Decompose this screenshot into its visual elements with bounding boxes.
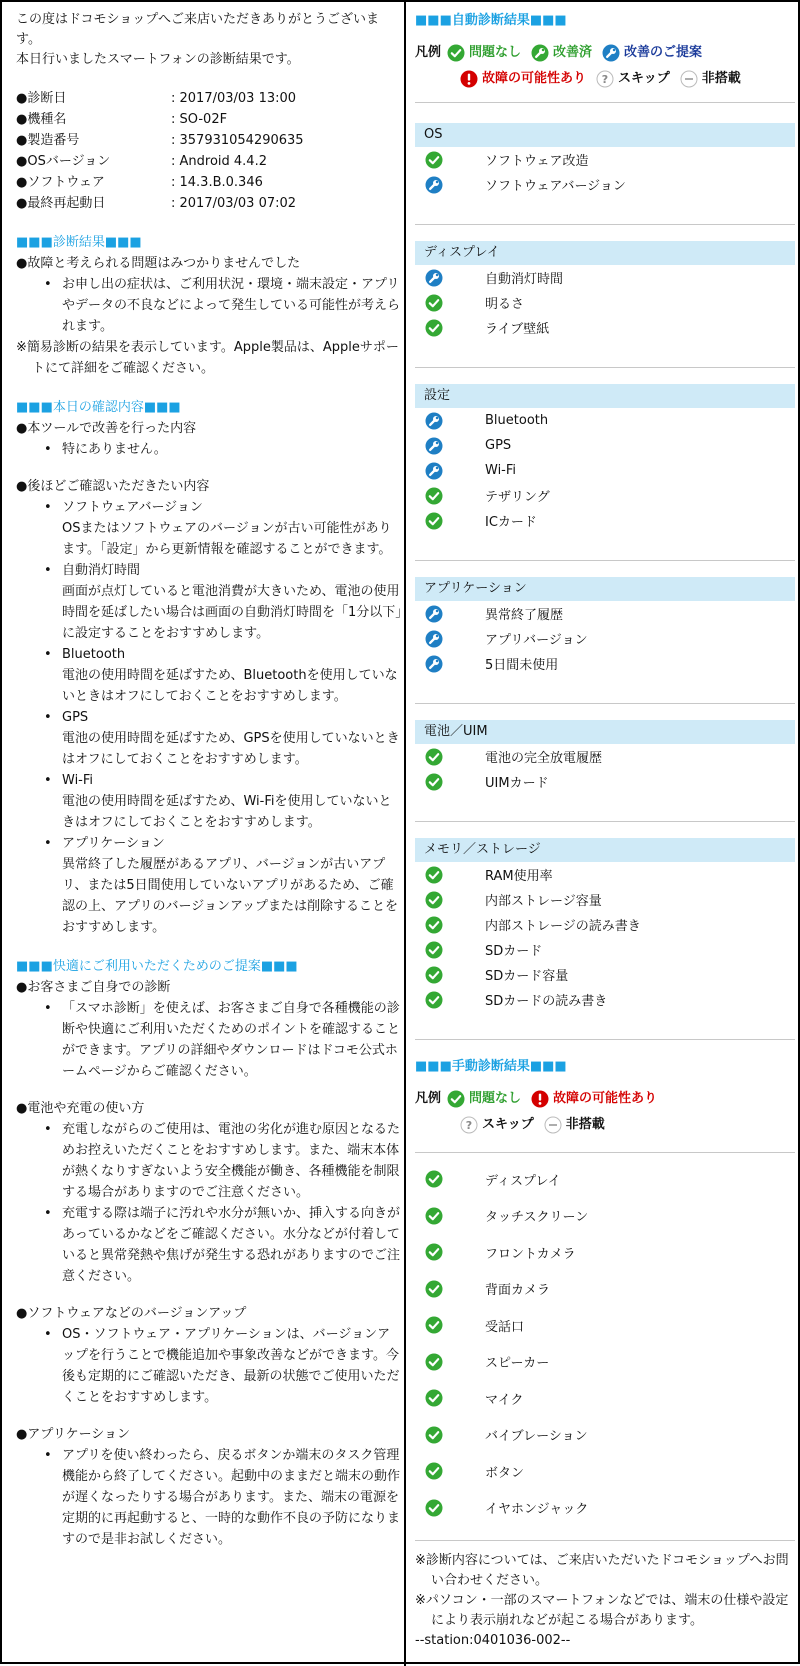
- manual-item-label: ボタン: [485, 1465, 525, 1481]
- check-circle-icon: [425, 1243, 443, 1261]
- wrench-green-icon: [531, 44, 549, 62]
- info-value: : 357931054290635: [171, 133, 304, 148]
- info-value: : 14.3.B.0.346: [171, 175, 263, 190]
- check-circle-icon: [425, 151, 443, 169]
- legend-skip-label: スキップ: [618, 71, 670, 86]
- legend-fixed: [531, 40, 592, 66]
- proposal-item: • アプリを使い終わったら、戻るボタンか端末のタスク管理機能から終了してください。起動中のままだと端末の動作が遅くなったりする場合があります。また、端末の電源を定期的に再起動すると、一時的な動作不良の予防になりますので是非お試しください。: [44, 1445, 402, 1550]
- manual-result-item: [415, 1417, 795, 1454]
- check-item-title: • GPS: [62, 710, 89, 725]
- divider-line: [415, 533, 795, 561]
- station-id: --station:0401036-002--: [415, 1633, 571, 1648]
- legend-fixed-label: 改善済: [553, 45, 593, 60]
- result-item: [415, 744, 795, 769]
- divider-line: [415, 794, 795, 822]
- minus-circle-icon: [680, 70, 698, 88]
- check-item-detail: 電池の使用時間を延ばすため、Bluetoothを使用していないときはオフにしておくことをおすすめします。: [62, 668, 398, 704]
- result-item-label: SDカードの読み書き: [485, 994, 608, 1009]
- proposal-heading: ●お客さまご自身での診断: [16, 980, 171, 995]
- check-circle-icon: [425, 866, 443, 884]
- check-circle-icon: [425, 1353, 443, 1371]
- info-row: [16, 130, 402, 151]
- category-header: OS: [415, 123, 795, 147]
- info-key: ●診断日: [16, 91, 67, 106]
- confirm-section-title: ■■■本日の確認内容■■■: [16, 400, 181, 415]
- minus-circle-icon: [544, 1116, 562, 1134]
- check-circle-icon: [447, 1090, 465, 1108]
- manual-result-item: [415, 1344, 795, 1381]
- result-item: [415, 290, 795, 315]
- manual-item-label: マイク: [485, 1392, 524, 1408]
- legend-error: [460, 66, 586, 92]
- divider-line: [415, 102, 795, 103]
- manual-legend: [415, 1086, 795, 1138]
- result-item: [415, 433, 795, 458]
- manual-result-item: [415, 1380, 795, 1417]
- legend-ok: [447, 1086, 521, 1112]
- wrench-blue-icon: [425, 462, 443, 480]
- manual-results: [415, 1161, 795, 1526]
- info-row: [16, 151, 402, 172]
- check-item-title: • Bluetooth: [62, 647, 126, 662]
- check-circle-icon: [425, 294, 443, 312]
- confirm-check-item: [44, 833, 402, 938]
- result-item-label: 明るさ: [485, 297, 525, 312]
- diag-section-title: ■■■診断結果■■■: [16, 235, 142, 250]
- intro-line-2: 本日行いましたスマートフォンの診断結果です。: [16, 52, 300, 67]
- manual-result-item: [415, 1271, 795, 1308]
- right-column: [415, 10, 795, 1660]
- check-circle-icon: [425, 487, 443, 505]
- proposal-list: [16, 977, 402, 1550]
- result-item-label: テザリング: [485, 490, 550, 505]
- confirm-check-item: [44, 770, 402, 833]
- result-item-label: UIMカード: [485, 776, 549, 791]
- check-circle-icon: [425, 1280, 443, 1298]
- legend-none-label: 非搭載: [701, 71, 741, 86]
- device-info: [16, 88, 402, 214]
- legend-ok: [447, 40, 521, 66]
- result-item-label: Wi-Fi: [485, 463, 517, 478]
- check-circle-icon: [425, 1462, 443, 1480]
- legend-suggest-label: 改善のご提案: [624, 45, 703, 60]
- result-category: [415, 838, 795, 1040]
- proposal-heading: ●ソフトウェアなどのバージョンアップ: [16, 1306, 247, 1321]
- result-item: [415, 458, 795, 483]
- check-item-title: • Wi-Fi: [62, 773, 94, 788]
- result-item-label: 内部ストレージ容量: [485, 894, 602, 909]
- check-circle-icon: [425, 748, 443, 766]
- confirm-check-item: [44, 560, 402, 644]
- legend-row: [415, 40, 795, 66]
- result-category: [415, 720, 795, 822]
- confirm-check-item: [44, 497, 402, 560]
- result-item-label: ソフトウェア改造: [485, 154, 589, 169]
- divider-line: [415, 1012, 795, 1040]
- manual-result-item: [415, 1307, 795, 1344]
- info-key: ●機種名: [16, 112, 67, 127]
- result-item-label: ICカード: [485, 515, 537, 530]
- exclamation-circle-icon: [460, 70, 478, 88]
- info-value: : 2017/03/03 07:02: [171, 196, 297, 211]
- category-header: メモリ／ストレージ: [415, 838, 795, 862]
- confirm-improved-item: • 特にありません。: [44, 439, 402, 460]
- legend-error-label: 故障の可能性あり: [482, 71, 587, 86]
- manual-item-label: 受話口: [485, 1319, 525, 1335]
- result-item: [415, 962, 795, 987]
- result-item-label: GPS: [485, 438, 512, 453]
- check-circle-icon: [425, 891, 443, 909]
- legend-none-label: 非搭載: [565, 1117, 605, 1132]
- wrench-blue-icon: [425, 437, 443, 455]
- divider-line: [415, 197, 795, 225]
- legend-ok-label: 問題なし: [469, 45, 522, 60]
- check-circle-icon: [425, 1170, 443, 1188]
- manual-item-label: イヤホンジャック: [485, 1502, 589, 1518]
- auto-legend: [415, 40, 795, 92]
- check-circle-icon: [425, 512, 443, 530]
- info-row: [16, 172, 402, 193]
- proposal-heading: ●アプリケーション: [16, 1427, 131, 1442]
- question-circle-icon: [460, 1116, 478, 1134]
- legend-ok-label: 問題なし: [469, 1091, 522, 1106]
- result-item: [415, 912, 795, 937]
- footer-note-1: ※診断内容については、ご来店いただいたドコモショップへお問い合わせください。: [415, 1553, 789, 1588]
- divider-line: [415, 340, 795, 368]
- check-circle-icon: [425, 773, 443, 791]
- legend-label: 凡例: [415, 1091, 442, 1106]
- wrench-blue-icon: [425, 176, 443, 194]
- result-item-label: ソフトウェアバージョン: [485, 179, 626, 194]
- proposal-item: • OS・ソフトウェア・アプリケーションは、バージョンアップを行うことで機能追加や事象改善などができます。今後も定期的にご確認いただき、最新の状態でご使用いただくことをおすすめします。: [44, 1324, 402, 1408]
- info-key: ●ソフトウェア: [16, 175, 105, 190]
- check-item-title: • アプリケーション: [62, 836, 165, 851]
- result-item: [415, 862, 795, 887]
- check-item-detail: 異常終了した履歴があるアプリ、バージョンが古いアプリ、または5日間使用していないアプリがあるため、ご確認の上、アプリのバージョンアップまたは削除することをおすすめします。: [62, 857, 399, 935]
- divider-line: [415, 1540, 795, 1541]
- result-item: [415, 147, 795, 172]
- check-item-title: • ソフトウェアバージョン: [62, 500, 203, 515]
- legend-row: [415, 1086, 795, 1112]
- result-item: [415, 887, 795, 912]
- legend-skip: [460, 1112, 534, 1138]
- check-circle-icon: [425, 1316, 443, 1334]
- result-item: [415, 315, 795, 340]
- legend-none: [544, 1112, 605, 1138]
- check-circle-icon: [425, 1389, 443, 1407]
- check-circle-icon: [425, 991, 443, 1009]
- legend-none: [680, 66, 741, 92]
- manual-result-item: [415, 1198, 795, 1235]
- result-item-label: 自動消灯時間: [485, 272, 564, 287]
- check-circle-icon: [447, 44, 465, 62]
- check-circle-icon: [425, 941, 443, 959]
- result-item-label: アプリバージョン: [485, 633, 588, 648]
- check-circle-icon: [425, 1499, 443, 1517]
- manual-item-label: ディスプレイ: [485, 1173, 561, 1189]
- divider-line: [415, 1152, 795, 1153]
- result-item: [415, 987, 795, 1012]
- result-item-label: SDカード: [485, 944, 543, 959]
- legend-skip: [596, 66, 670, 92]
- legend-suggest: [602, 40, 702, 66]
- confirm-check-list: [16, 497, 402, 938]
- proposal-section-title: ■■■快適にご利用いただくためのご提案■■■: [16, 959, 298, 974]
- result-item: [415, 408, 795, 433]
- info-row: [16, 193, 402, 214]
- info-value: : 2017/03/03 13:00: [171, 91, 297, 106]
- wrench-blue-icon: [425, 605, 443, 623]
- result-category: [415, 241, 795, 368]
- wrench-blue-icon: [425, 655, 443, 673]
- result-item-label: 内部ストレージの読み書き: [485, 919, 641, 934]
- column-divider: [404, 2, 406, 1666]
- left-column: [16, 10, 402, 1660]
- result-item-label: 異常終了履歴: [485, 608, 564, 623]
- info-key: ●製造番号: [16, 133, 80, 148]
- manual-item-label: スピーカー: [485, 1356, 550, 1372]
- result-item: [415, 265, 795, 290]
- result-category: [415, 123, 795, 225]
- category-header: 電池／UIM: [415, 720, 795, 744]
- category-header: 設定: [415, 384, 795, 408]
- category-header: アプリケーション: [415, 577, 795, 601]
- diag-note: ※簡易診断の結果を表示しています。Apple製品は、Appleサポートにて詳細をご確認ください。: [16, 340, 399, 376]
- check-item-detail: 画面が点灯していると電池消費が大きいため、電池の使用時間を延ばしたい場合は画面の自動消灯時間を「1分以下」に設定することをおすすめします。: [62, 584, 402, 641]
- category-header: ディスプレイ: [415, 241, 795, 265]
- legend-row: [415, 1112, 795, 1138]
- exclamation-circle-icon: [531, 1090, 549, 1108]
- manual-item-label: バイブレーション: [485, 1429, 588, 1445]
- check-item-title: • 自動消灯時間: [62, 563, 141, 578]
- result-item: [415, 937, 795, 962]
- result-item-label: ライブ壁紙: [485, 322, 550, 337]
- diag-detail: • お申し出の症状は、ご利用状況・環境・端末設定・アプリやデータの不良などによって発生している可能性が考えられます。: [44, 274, 402, 337]
- check-item-detail: 電池の使用時間を延ばすため、GPSを使用していないときはオフにしておくことをおすすめします。: [62, 731, 400, 767]
- confirm-check-item: [44, 707, 402, 770]
- result-category: [415, 577, 795, 704]
- auto-section-title: ■■■自動診断結果■■■: [415, 13, 567, 28]
- result-item: [415, 651, 795, 676]
- manual-item-label: 背面カメラ: [485, 1283, 551, 1299]
- proposal-item: • 充電しながらのご使用は、電池の劣化が進む原因となるためお控えいただくことをおすすめします。また、端末本体が熱くなりすぎないよう安全機能が働き、各種機能を制限する場合がありますのでご注意ください。: [44, 1119, 402, 1203]
- legend-skip-label: スキップ: [482, 1117, 534, 1132]
- auto-results: [415, 123, 795, 1040]
- divider-line: [415, 676, 795, 704]
- legend-error: [531, 1086, 657, 1112]
- footer: [415, 1551, 795, 1651]
- question-circle-icon: [596, 70, 614, 88]
- info-key: ●OSバージョン: [16, 154, 111, 169]
- diag-result: ●故障と考えられる問題はみつかりませんでした: [16, 256, 301, 271]
- info-key: ●最終再起動日: [16, 196, 106, 211]
- wrench-blue-icon: [602, 44, 620, 62]
- result-item-label: Bluetooth: [485, 413, 549, 428]
- result-item: [415, 508, 795, 533]
- check-circle-icon: [425, 319, 443, 337]
- result-item-label: 電池の完全放電履歴: [485, 751, 603, 766]
- intro-line-1: この度はドコモショップへご来店いただきありがとうございます。: [16, 12, 379, 47]
- manual-item-label: タッチスクリーン: [485, 1210, 589, 1226]
- wrench-blue-icon: [425, 269, 443, 287]
- legend-row: [415, 66, 795, 92]
- legend-error-label: 故障の可能性あり: [553, 1091, 658, 1106]
- check-item-detail: 電池の使用時間を延ばすため、Wi-Fiを使用していないときはオフにしておくことをおすすめします。: [62, 794, 392, 830]
- result-item-label: 5日間未使用: [485, 658, 559, 673]
- intro: [16, 10, 402, 70]
- manual-result-item: [415, 1234, 795, 1271]
- check-circle-icon: [425, 1426, 443, 1444]
- result-item: [415, 626, 795, 651]
- manual-result-item: [415, 1161, 795, 1198]
- manual-result-item: [415, 1490, 795, 1527]
- check-circle-icon: [425, 1207, 443, 1225]
- manual-item-label: フロントカメラ: [485, 1246, 576, 1262]
- svg-text:?: ?: [601, 73, 609, 86]
- result-item: [415, 172, 795, 197]
- info-row: [16, 88, 402, 109]
- svg-text:?: ?: [465, 1119, 473, 1132]
- info-value: : Android 4.4.2: [171, 154, 267, 169]
- check-item-detail: OSまたはソフトウェアのバージョンが古い可能性があります。「設定」から更新情報を確認することができます。: [62, 521, 392, 557]
- legend-label: 凡例: [415, 45, 442, 60]
- result-item: [415, 769, 795, 794]
- result-category: [415, 384, 795, 561]
- proposal-item: • 「スマホ診断」を使えば、お客さまご自身で各種機能の診断や快適にご利用いただくためのポイントを確認することができます。アプリの詳細やダウンロードはドコモ公式ホームページからご確認ください。: [44, 998, 402, 1082]
- confirm-improved-heading: ●本ツールで改善を行った内容: [16, 421, 197, 436]
- check-circle-icon: [425, 916, 443, 934]
- footer-note-2: ※パソコン・一部のスマートフォンなどでは、端末の仕様や設定により表示崩れなどが起こる場合があります。: [415, 1593, 789, 1628]
- manual-section-title: ■■■手動診断結果■■■: [415, 1059, 567, 1074]
- check-circle-icon: [425, 966, 443, 984]
- wrench-blue-icon: [425, 630, 443, 648]
- info-row: [16, 109, 402, 130]
- confirm-check-heading: ●後ほどご確認いただきたい内容: [16, 479, 210, 494]
- proposal-heading: ●電池や充電の使い方: [16, 1101, 145, 1116]
- proposal-item: • 充電する際は端子に汚れや水分が無いか、挿入する向きがあっているかなどをご確認ください。水分などが付着していると異常発熱や焦げが発生する恐れがありますのでご注意ください。: [44, 1203, 402, 1287]
- result-item: [415, 483, 795, 508]
- result-item-label: SDカード容量: [485, 969, 569, 984]
- confirm-check-item: [44, 644, 402, 707]
- result-item: [415, 601, 795, 626]
- wrench-blue-icon: [425, 412, 443, 430]
- result-item-label: RAM使用率: [485, 869, 553, 884]
- manual-result-item: [415, 1453, 795, 1490]
- info-value: : SO-02F: [171, 112, 228, 127]
